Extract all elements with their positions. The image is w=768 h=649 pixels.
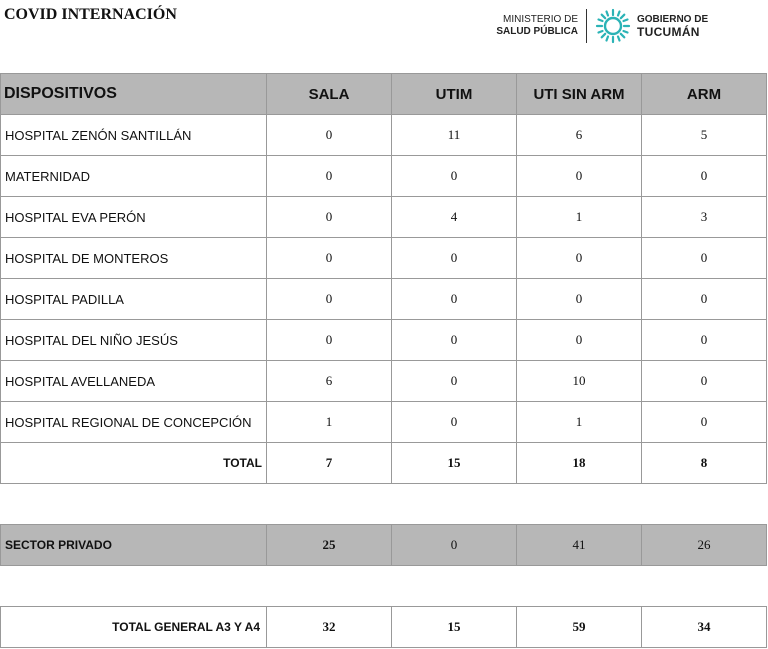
gov-line1: GOBIERNO DE <box>637 14 709 25</box>
grand-total-uti-sin-arm: 59 <box>517 607 642 648</box>
spacer-cell <box>1 484 767 525</box>
sala-value: 0 <box>267 156 392 197</box>
total-arm: 8 <box>642 443 767 484</box>
hospital-name: HOSPITAL ZENÓN SANTILLÁN <box>1 115 267 156</box>
uti-sin-arm-value: 0 <box>517 279 642 320</box>
table-row <box>1 320 767 361</box>
hospital-name: HOSPITAL EVA PERÓN <box>1 197 267 238</box>
grand-total-utim: 15 <box>392 607 517 648</box>
spacer-row <box>1 566 767 607</box>
ministry-label <box>490 14 578 38</box>
total-row <box>1 443 767 484</box>
arm-value: 0 <box>642 361 767 402</box>
sala-value: 1 <box>267 402 392 443</box>
private-arm: 26 <box>642 525 767 566</box>
uti-sin-arm-value: 1 <box>517 197 642 238</box>
private-utim: 0 <box>392 525 517 566</box>
table-row <box>1 238 767 279</box>
utim-value: 0 <box>392 238 517 279</box>
uti-sin-arm-value: 0 <box>517 156 642 197</box>
sala-value: 0 <box>267 238 392 279</box>
sala-value: 6 <box>267 361 392 402</box>
hospital-name: HOSPITAL DE MONTEROS <box>1 238 267 279</box>
table-row <box>1 156 767 197</box>
utim-value: 0 <box>392 402 517 443</box>
hospital-name: HOSPITAL AVELLANEDA <box>1 361 267 402</box>
total-label: TOTAL <box>1 443 267 484</box>
total-uti-sin-arm: 18 <box>517 443 642 484</box>
table-header-row <box>1 74 767 115</box>
column-header-dispositivos: DISPOSITIVOS <box>1 74 267 115</box>
uti-sin-arm-value: 1 <box>517 402 642 443</box>
sala-value: 0 <box>267 197 392 238</box>
table-row <box>1 115 767 156</box>
logo-divider <box>586 9 587 43</box>
table-row <box>1 279 767 320</box>
spacer-cell <box>1 566 767 607</box>
government-logo <box>490 6 720 46</box>
ministry-line1: MINISTERIO DE <box>502 14 578 25</box>
total-utim: 15 <box>392 443 517 484</box>
sala-value: 0 <box>267 320 392 361</box>
utim-value: 0 <box>392 156 517 197</box>
government-label <box>637 13 708 39</box>
arm-value: 0 <box>642 156 767 197</box>
utim-value: 0 <box>392 361 517 402</box>
private-sector-row <box>1 525 767 566</box>
grand-total-arm: 34 <box>642 607 767 648</box>
arm-value: 3 <box>642 197 767 238</box>
private-uti-sin-arm: 41 <box>517 525 642 566</box>
utim-value: 0 <box>392 320 517 361</box>
grand-total-row <box>1 607 767 648</box>
private-sala: 25 <box>267 525 392 566</box>
grand-total-sala: 32 <box>267 607 392 648</box>
sun-emblem-icon <box>595 8 631 44</box>
arm-value: 0 <box>642 238 767 279</box>
uti-sin-arm-value: 10 <box>517 361 642 402</box>
uti-sin-arm-value: 0 <box>517 238 642 279</box>
column-header-sala: SALA <box>267 74 392 115</box>
column-header-arm: ARM <box>642 74 767 115</box>
hospital-name: HOSPITAL PADILLA <box>1 279 267 320</box>
table-row <box>1 197 767 238</box>
column-header-uti-sin-arm: UTI SIN ARM <box>517 74 642 115</box>
page-title: COVID INTERNACIÓN <box>4 6 177 23</box>
ministry-line2: SALUD PÚBLICA <box>496 26 578 37</box>
total-sala: 7 <box>267 443 392 484</box>
private-sector-label: SECTOR PRIVADO <box>1 525 267 566</box>
uti-sin-arm-value: 0 <box>517 320 642 361</box>
table-row <box>1 361 767 402</box>
column-header-utim: UTIM <box>392 74 517 115</box>
utim-value: 11 <box>392 115 517 156</box>
grand-total-label: TOTAL GENERAL A3 Y A4 <box>1 607 267 648</box>
internment-table <box>0 73 767 648</box>
spacer-row <box>1 484 767 525</box>
sala-value: 0 <box>267 279 392 320</box>
arm-value: 5 <box>642 115 767 156</box>
utim-value: 0 <box>392 279 517 320</box>
uti-sin-arm-value: 6 <box>517 115 642 156</box>
utim-value: 4 <box>392 197 517 238</box>
arm-value: 0 <box>642 320 767 361</box>
hospital-name: HOSPITAL REGIONAL DE CONCEPCIÓN <box>1 402 267 443</box>
gov-line2: TUCUMÁN <box>637 25 700 39</box>
arm-value: 0 <box>642 402 767 443</box>
sala-value: 0 <box>267 115 392 156</box>
hospital-name: MATERNIDAD <box>1 156 267 197</box>
hospital-name: HOSPITAL DEL NIÑO JESÚS <box>1 320 267 361</box>
table-row <box>1 402 767 443</box>
arm-value: 0 <box>642 279 767 320</box>
